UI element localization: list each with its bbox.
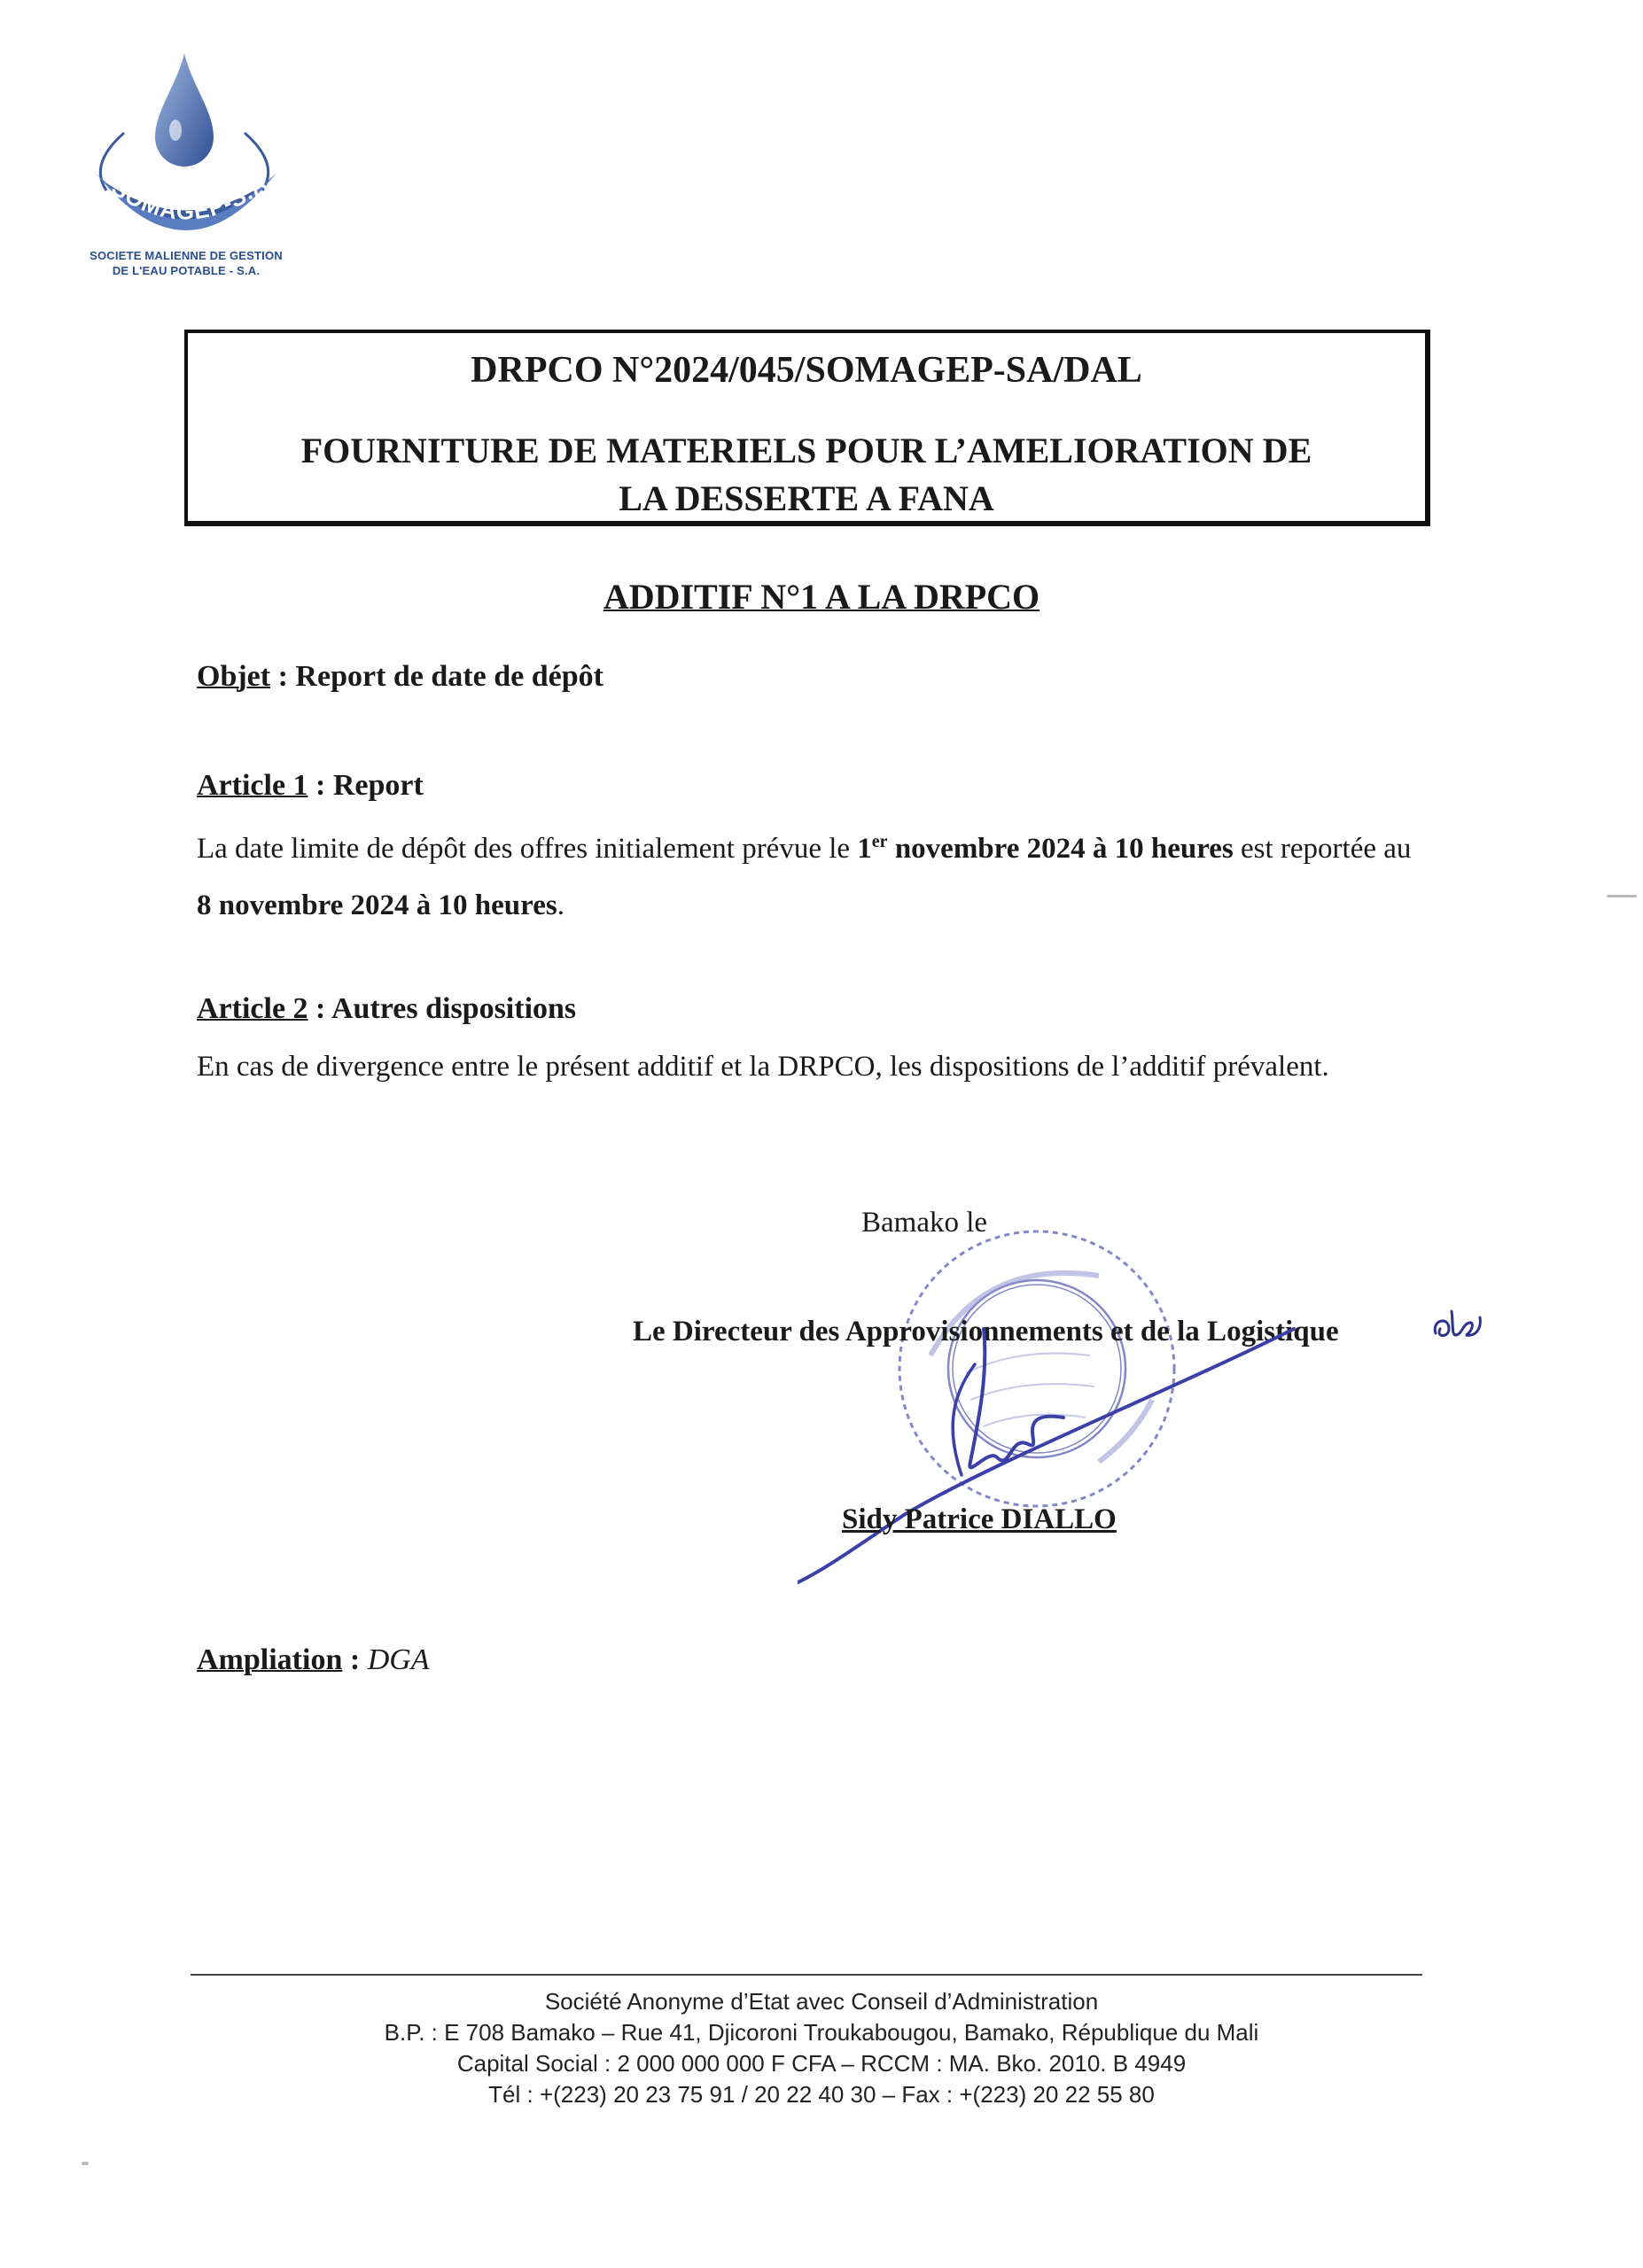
- article1-heading: Article 1 : Report: [197, 769, 424, 802]
- article2-heading: Article 2 : Autres dispositions: [197, 992, 577, 1025]
- logo-caption: SOCIETE MALIENNE DE GESTION DE L'EAU POTABLE - S.A.: [90, 249, 283, 277]
- ampliation-line: Ampliation : DGA: [197, 1643, 430, 1676]
- title-box: [184, 330, 1430, 526]
- addendum-heading: ADDITIF N°1 A LA DRPCO: [603, 577, 1040, 617]
- footer: Société Anonyme d’Etat avec Conseil d’Administration B.P. : E 708 Bamako – Rue 41, Djicoroni Troukabougou, Bamako, République du Mali Capital Social : 2 000 000 000 F CFA – RCCM : MA. Bko. 2010. B 4949 Tél : +(223) 20 23 75 91 / 20 22 40 30 – Fax : +(223) 20 22 55 80: [384, 1988, 1259, 2108]
- objet-line: Objet : Report de date de dépôt: [197, 660, 603, 693]
- svg-text:SOMAGEP-S.A.: SOMAGEP-S.A.: [106, 165, 278, 225]
- city-date: Bamako le: [861, 1207, 988, 1239]
- scan-artifact: [82, 2162, 89, 2165]
- handwritten-signature: [798, 1302, 1347, 1595]
- document-reference: DRPCO N°2024/045/SOMAGEP-SA/DAL: [471, 350, 1142, 391]
- initials-mark: [1427, 1298, 1489, 1351]
- article2-text: En cas de divergence entre le présent additif et la DRPCO, les dispositions de l’additif prévalent.: [197, 1051, 1329, 1083]
- article1-text: La date limite de dépôt des offres initialement prévue le 1er novembre 2024 à 10 heures est reportée au 8 novembre 2024 à 10 heures.: [197, 832, 1412, 921]
- director-title: Le Directeur des Approvisionnements et de la Logistique: [633, 1316, 1339, 1348]
- scan-artifact: [1607, 895, 1637, 897]
- footer-divider: [191, 1974, 1422, 1976]
- signatory-name: Sidy Patrice DIALLO: [842, 1503, 1117, 1535]
- document-title: FOURNITURE DE MATERIELS POUR L’AMELIORATION DE LA DESSERTE A FANA: [300, 431, 1312, 518]
